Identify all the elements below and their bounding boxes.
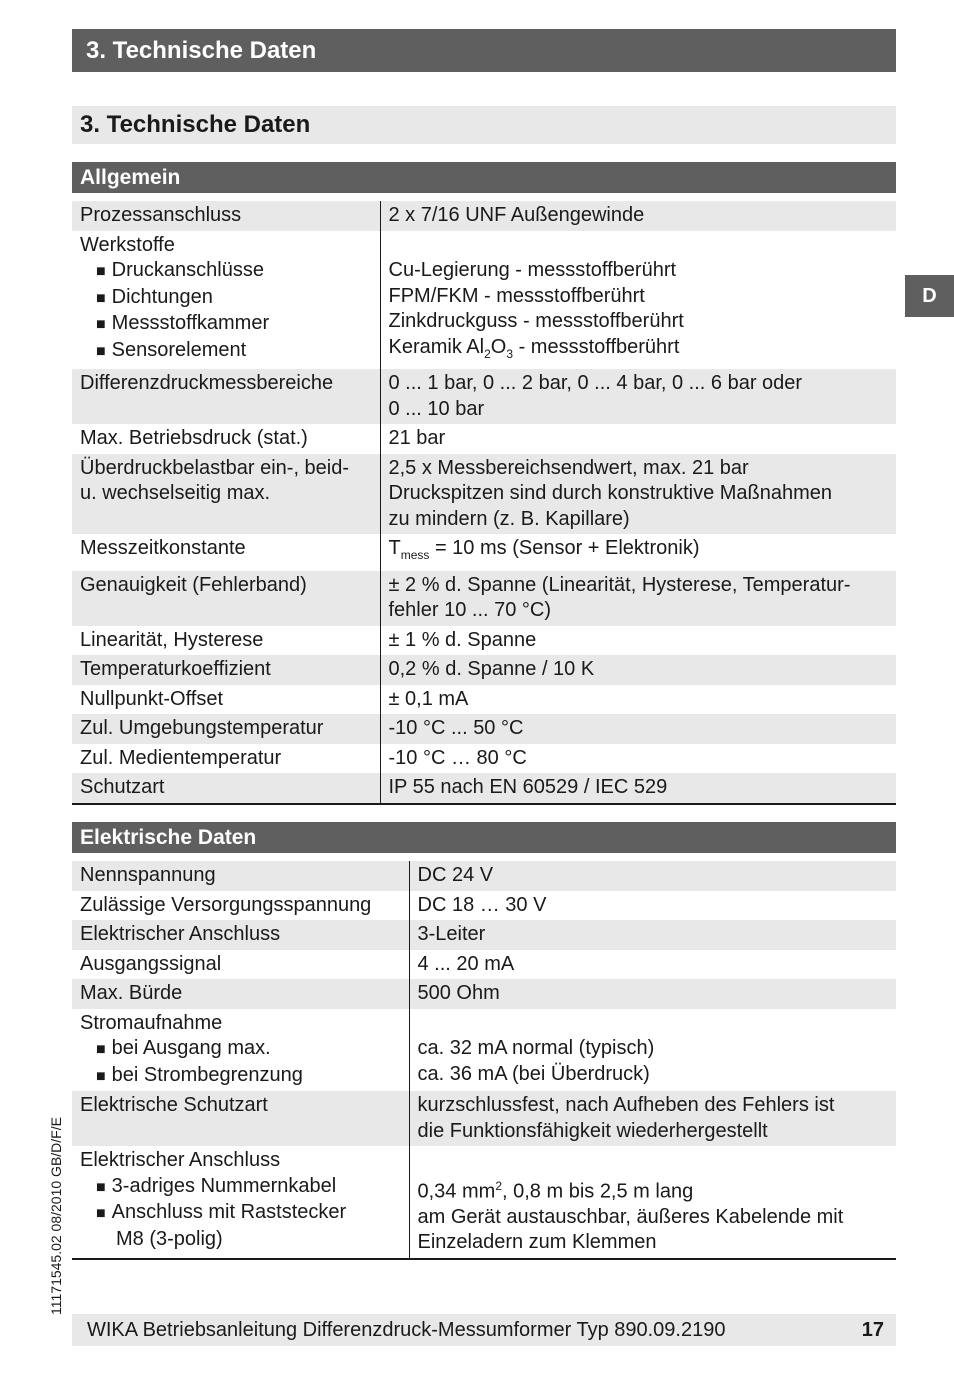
spec-value: -10 °C … 80 °C [380, 744, 896, 774]
spec-label: Zul. Umgebungstemperatur [72, 714, 380, 744]
table-row [72, 231, 896, 370]
spec-label: Linearität, Hysterese [80, 628, 264, 651]
table-row [72, 1009, 896, 1092]
bullet-icon: ■ [96, 1178, 106, 1196]
electrical-table [72, 822, 896, 1260]
spec-label: Überdruckbelastbar ein-, beid- u. wechselseitig max. [72, 454, 380, 535]
spec-label: Genauigkeit (Fehlerband) [72, 571, 380, 626]
page-number: 17 [861, 1319, 884, 1341]
spec-value: ± 1 % d. Spanne [380, 626, 896, 656]
spec-label: Zul. Medientemperatur [80, 746, 282, 769]
table-row [72, 744, 896, 774]
language-tab-label: D [922, 285, 937, 307]
spec-label: Max. Bürde [72, 979, 409, 1009]
bullet-icon: ■ [96, 1041, 106, 1058]
bullet-icon: ■ [96, 1205, 106, 1222]
table-row [72, 655, 896, 685]
spec-value: 0 ... 1 bar, 0 ... 2 bar, 0 ... 4 bar, 0 ... 6 bar oder 0 ... 10 bar [380, 369, 896, 424]
spec-label: Messzeitkonstante [80, 537, 246, 559]
table-row [72, 773, 896, 804]
table-row [72, 534, 896, 571]
spec-value: ± 2 % d. Spanne (Linearität, Hysterese, Temperatur- fehler 10 ... 70 °C) [380, 571, 896, 626]
table-row [72, 626, 896, 656]
table-row [72, 424, 896, 454]
spec-label: Zulässige Versorgungsspannung [80, 893, 372, 916]
spec-value: 0,2 % d. Spanne / 10 K [380, 655, 896, 685]
spec-label: Nullpunkt-Offset [80, 687, 224, 710]
spec-label: Elektrische Schutzart [72, 1091, 409, 1146]
spec-label: Max. Betriebsdruck (stat.) [80, 427, 308, 449]
spec-label: Schutzart [72, 773, 380, 804]
spec-value: DC 24 V [409, 861, 896, 891]
table-row [72, 1091, 896, 1146]
spec-value: -10 °C ... 50 °C [380, 714, 896, 744]
table-row [72, 950, 896, 980]
spec-value: 3-Leiter [409, 920, 896, 950]
electrical-table-header: Elektrische Daten [72, 822, 896, 853]
spec-value: 0,34 $mm^2$, 0,8 m bis 2,5 m lang am Gerät austauschbar, äußeres Kabelende mit Einzeladern zum Klemmen [409, 1146, 896, 1259]
table-row [72, 571, 896, 626]
document-code: 11171545.02 08/2010 GB/D/F/E [48, 1117, 64, 1315]
table-row [72, 920, 896, 950]
spec-value: IP 55 nach EN 60529 / IEC 529 [380, 773, 896, 804]
table-row [72, 979, 896, 1009]
spec-value: 4 ... 20 mA [409, 950, 896, 980]
section-title-text: 3. Technische Daten [80, 111, 311, 138]
spec-label: Nennspannung [72, 861, 409, 891]
section-title [72, 106, 896, 144]
spec-value: DC 18 … 30 V [409, 891, 896, 921]
spec-value: 21 bar [380, 424, 896, 454]
bullet-icon: ■ [96, 342, 106, 360]
electrical-specs-table [72, 861, 896, 1260]
bullet-icon: ■ [96, 1067, 106, 1085]
spec-label: Temperaturkoeffizient [72, 655, 380, 685]
spec-value: $T_{mess} = 10$ ms (Sensor + Elektronik) [380, 534, 896, 571]
spec-label: Ausgangssignal [80, 952, 222, 975]
spec-label: Elektrischer Anschluss [72, 920, 409, 950]
general-table [72, 162, 896, 805]
spec-label: Differenzdruckmessbereiche [72, 369, 380, 424]
spec-value: ca. 32 mA normal (typisch) ca. 36 mA (bei Überdruck) [409, 1009, 896, 1092]
general-table-header: Allgemein [72, 162, 896, 193]
spec-label: Elektrischer Anschluss ■ 3-adriges Nummernkabel ■ Anschluss mit Raststecker M8 (3-polig) [80, 1149, 347, 1250]
spec-label: Werkstoffe ■ Druckanschlüsse ■ Dichtungen ■ Messstoffkammer ■ Sensorelement [80, 233, 270, 361]
bullet-icon: ■ [96, 289, 106, 307]
spec-value: 2,5 x Messbereichsendwert, max. 21 bar Druckspitzen sind durch konstruktive Maßnahmen zu mindern (z. B. Kapillare) [380, 454, 896, 535]
spec-value: 500 Ohm [409, 979, 896, 1009]
table-row [72, 891, 896, 921]
bullet-icon: ■ [96, 316, 106, 333]
chapter-header [72, 29, 896, 72]
spec-value: kurzschlussfest, nach Aufheben des Fehlers ist die Funktionsfähigkeit wiederhergestellt [409, 1091, 896, 1146]
page-footer [72, 1314, 896, 1346]
table-row [72, 714, 896, 744]
general-specs-table [72, 201, 896, 805]
table-row [72, 201, 896, 231]
table-row [72, 369, 896, 424]
spec-value: Cu-Legierung - messstoffberührt FPM/FKM - messstoffberührt Zinkdruckguss - messstoffberührt Keramik $Al_2O_3$ - messstoffberührt [380, 231, 896, 370]
footer-text: WIKA Betriebsanleitung Differenzdruck-Messumformer Typ 890.09.2190 [87, 1319, 726, 1341]
table-row [72, 1146, 896, 1259]
spec-label: Prozessanschluss [72, 201, 380, 231]
chapter-title: 3. Technische Daten [86, 37, 317, 64]
language-tab [905, 275, 954, 317]
bullet-icon: ■ [96, 263, 106, 280]
table-row [72, 861, 896, 891]
spec-label: Stromaufnahme ■ bei Ausgang max. ■ bei Strombegrenzung [80, 1011, 303, 1086]
table-row [72, 685, 896, 715]
spec-value: 2 x 7/16 UNF Außengewinde [380, 201, 896, 231]
table-row [72, 454, 896, 535]
spec-value: ± 0,1 mA [380, 685, 896, 715]
